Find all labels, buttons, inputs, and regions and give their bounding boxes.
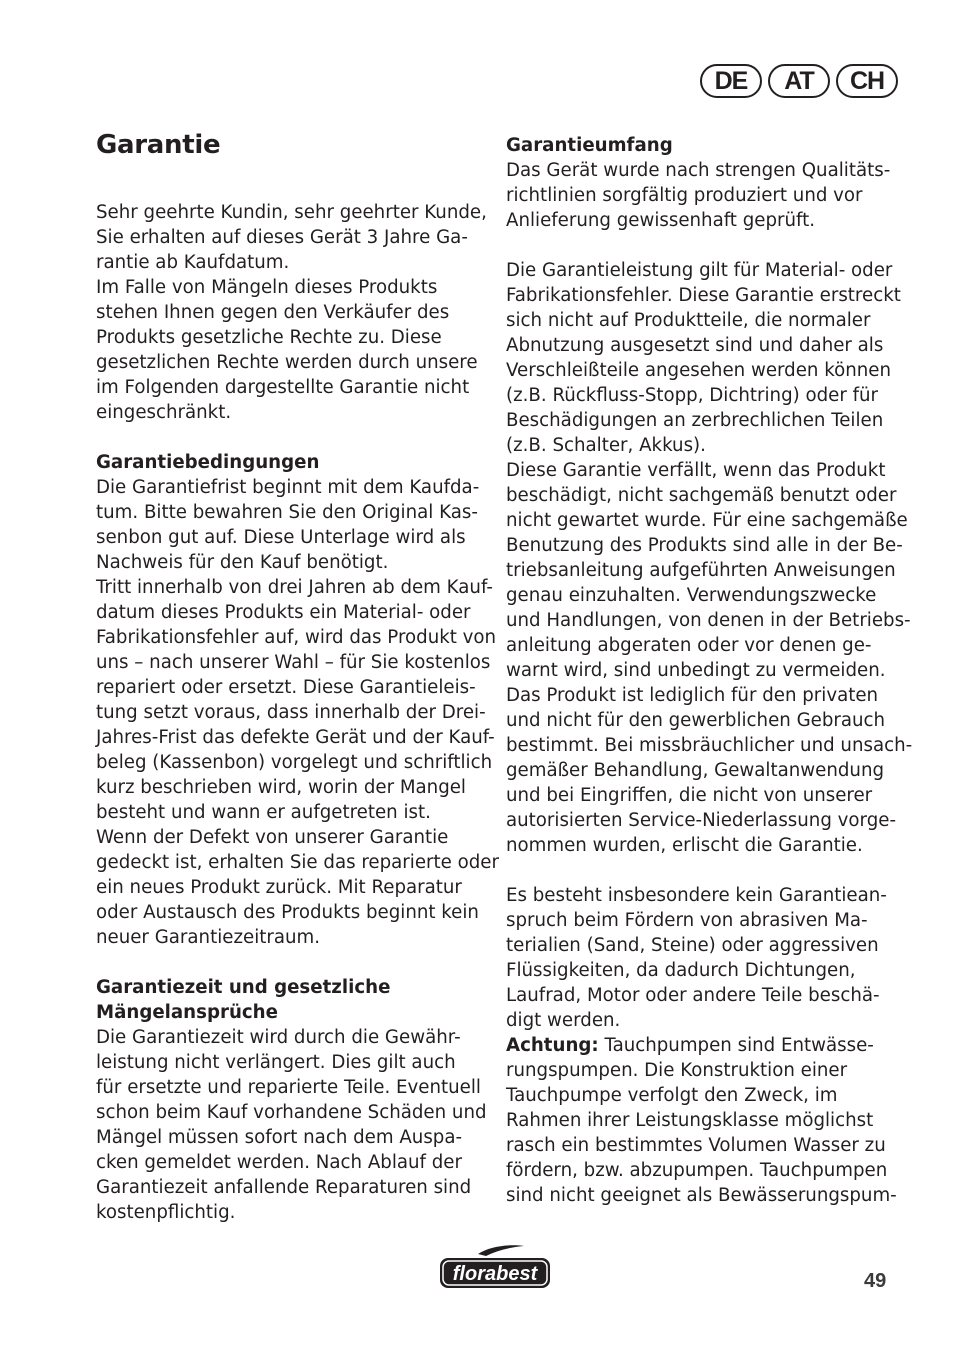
text-line: Laufrad, Motor oder andere Teile beschä- (506, 985, 880, 1006)
garantieumfang-paragraph-1 (506, 158, 898, 233)
text-line: bestimmt. Bei missbräuchlicher und unsach- (506, 735, 913, 756)
text-line: Anlieferung gewissenhaft geprüft. (506, 210, 815, 231)
text-line: Flüssigkeiten, da dadurch Dichtungen, (506, 960, 856, 981)
text-line: schon beim Kauf vorhandene Schäden und (96, 1102, 487, 1123)
text-line: beschädigt, nicht sachgemäß benutzt oder (506, 485, 897, 506)
country-badge-ch: CH (836, 64, 898, 98)
country-badges (700, 64, 898, 98)
section-heading-garantiezeit-line2: Mängelansprüche (96, 1002, 278, 1023)
page-number: 49 (864, 1270, 887, 1292)
text-line: Diese Garantie verfällt, wenn das Produkt (506, 460, 886, 481)
text-line: fördern, bzw. abzupumpen. Tauchpumpen (506, 1160, 888, 1181)
section-heading-garantiebedingungen: Garantiebedingungen (96, 452, 320, 473)
right-column (506, 133, 913, 1208)
text-line: stehen Ihnen gegen den Verkäufer des (96, 302, 450, 323)
text-line: beleg (Kassenbon) vorgelegt und schriftlich (96, 752, 493, 773)
text-line: gedeckt ist, erhalten Sie das reparierte oder (96, 852, 499, 873)
text-line: eingeschränkt. (96, 402, 232, 423)
text-line: ein neues Produkt zurück. Mit Reparatur (96, 877, 462, 898)
text-line: sind nicht geeignet als Bewässerungspum- (506, 1185, 897, 1206)
text-line: und nicht für den gewerblichen Gebrauch (506, 710, 886, 731)
text-line: warnt wird, sind unbedingt zu vermeiden. (506, 660, 886, 681)
text-line: rungspumpen. Die Konstruktion einer (506, 1060, 848, 1081)
text-line: Produkts gesetzliche Rechte zu. Diese (96, 327, 442, 348)
text-line: und bei Eingriffen, die nicht von unserer (506, 785, 873, 806)
garantieumfang-paragraph-3 (506, 883, 898, 1033)
text-line: triebsanleitung aufgeführten Anweisungen (506, 560, 896, 581)
warning-first-line (506, 1033, 898, 1058)
text-line: Beschädigungen an zerbrechlichen Teilen (506, 410, 884, 431)
warning-first-text: Tauchpumpen sind Entwässe- (598, 1035, 874, 1056)
text-line: Tritt innerhalb von drei Jahren ab dem Kauf- (96, 577, 493, 598)
text-line: Tauchpumpe verfolgt den Zweck, im (506, 1085, 838, 1106)
text-line: anleitung abgeraten oder vor denen ge- (506, 635, 872, 656)
text-line: besteht und wann er aufgetreten ist. (96, 802, 431, 823)
text-line: Jahres-Frist das defekte Gerät und der Kauf- (96, 727, 495, 748)
text-line: Abnutzung ausgesetzt sind und daher als (506, 335, 884, 356)
text-line: Nachweis für den Kauf benötigt. (96, 552, 389, 573)
text-line: Mängel müssen sofort nach dem Auspa- (96, 1127, 463, 1148)
text-line: kostenpflichtig. (96, 1202, 236, 1223)
left-column (96, 130, 499, 1225)
text-line: digt werden. (506, 1010, 621, 1031)
section-heading-garantieumfang: Garantieumfang (506, 135, 673, 156)
text-line: Sehr geehrte Kundin, sehr geehrter Kunde, (96, 202, 487, 223)
text-line: cken gemeldet werden. Nach Ablauf der (96, 1152, 462, 1173)
text-line: kurz beschrieben wird, worin der Mangel (96, 777, 466, 798)
text-line: leistung nicht verlängert. Dies gilt auch (96, 1052, 456, 1073)
text-line: senbon gut auf. Diese Unterlage wird als (96, 527, 466, 548)
text-line: sich nicht auf Produktteile, die normaler (506, 310, 871, 331)
text-line: richtlinien sorgfältig produziert und vor (506, 185, 863, 206)
florabest-logo (438, 1244, 552, 1294)
text-line: Die Garantiezeit wird durch die Gewähr- (96, 1027, 461, 1048)
text-line: rasch ein bestimmtes Volumen Wasser zu (506, 1135, 886, 1156)
country-badge-at: AT (768, 64, 830, 98)
text-line: gemäßer Behandlung, Gewaltanwendung (506, 760, 885, 781)
text-line: tum. Bitte bewahren Sie den Original Kas- (96, 502, 478, 523)
text-line: spruch beim Fördern von abrasiven Ma- (506, 910, 868, 931)
text-line: und Handlungen, von denen in der Betriebs- (506, 610, 911, 631)
text-line: Im Falle von Mängeln dieses Produkts (96, 277, 438, 298)
text-line: nommen wurden, erlischt die Garantie. (506, 835, 863, 856)
text-line: Fabrikationsfehler auf, wird das Produkt von (96, 627, 497, 648)
section-heading-garantiezeit-line1: Garantiezeit und gesetzliche (96, 977, 391, 998)
text-line: Verschleißteile angesehen werden können (506, 360, 891, 381)
text-line: genau einzuhalten. Verwendungszwecke (506, 585, 877, 606)
text-line: Das Produkt ist lediglich für den privaten (506, 685, 879, 706)
text-line: Das Gerät wurde nach strengen Qualitäts- (506, 160, 891, 181)
page-title: Garantie (96, 130, 221, 160)
country-badge-de: DE (700, 64, 762, 98)
text-line: oder Austausch des Produkts beginnt kein (96, 902, 479, 923)
text-line: rantie ab Kaufdatum. (96, 252, 290, 273)
florabest-logo-icon (438, 1244, 552, 1290)
text-line: Rahmen ihrer Leistungsklasse möglichst (506, 1110, 874, 1131)
text-line: uns – nach unserer Wahl – für Sie kostenlos (96, 652, 491, 673)
text-line: (z.B. Rückfluss-Stopp, Dichtring) oder für (506, 385, 879, 406)
garantiezeit-paragraph (96, 1025, 486, 1225)
text-line: Fabrikationsfehler. Diese Garantie erstreckt (506, 285, 901, 306)
text-line: terialien (Sand, Steine) oder aggressiven (506, 935, 879, 956)
warning-label: Achtung: (506, 1035, 599, 1056)
text-line: Die Garantieleistung gilt für Material- oder (506, 260, 893, 281)
text-line: gesetzlichen Rechte werden durch unsere (96, 352, 478, 373)
text-line: Garantiezeit anfallende Reparaturen sind (96, 1177, 472, 1198)
garantiebedingungen-paragraph (96, 475, 499, 950)
text-line: Es besteht insbesondere kein Garantiean- (506, 885, 887, 906)
text-line: repariert oder ersetzt. Diese Garantieleis- (96, 677, 476, 698)
text-line: tung setzt voraus, dass innerhalb der Drei- (96, 702, 486, 723)
text-line: im Folgenden dargestellte Garantie nicht (96, 377, 470, 398)
intro-paragraph (96, 200, 486, 425)
text-line: autorisierten Service-Niederlassung vorge- (506, 810, 897, 831)
text-line: Wenn der Defekt von unserer Garantie (96, 827, 449, 848)
text-line: für ersetzte und reparierte Teile. Eventuell (96, 1077, 481, 1098)
text-line: nicht gewartet wurde. Für eine sachgemäße (506, 510, 908, 531)
text-line: neuer Garantiezeitraum. (96, 927, 321, 948)
florabest-logo-text: florabest (452, 1263, 538, 1285)
warning-paragraph (506, 1058, 898, 1208)
text-line: Benutzung des Produkts sind alle in der Be- (506, 535, 903, 556)
text-line: Die Garantiefrist beginnt mit dem Kaufda- (96, 477, 480, 498)
text-line: (z.B. Schalter, Akkus). (506, 435, 706, 456)
text-line: Sie erhalten auf dieses Gerät 3 Jahre Ga- (96, 227, 468, 248)
text-line: datum dieses Produkts ein Material- oder (96, 602, 471, 623)
garantieumfang-paragraph-2 (506, 258, 913, 858)
